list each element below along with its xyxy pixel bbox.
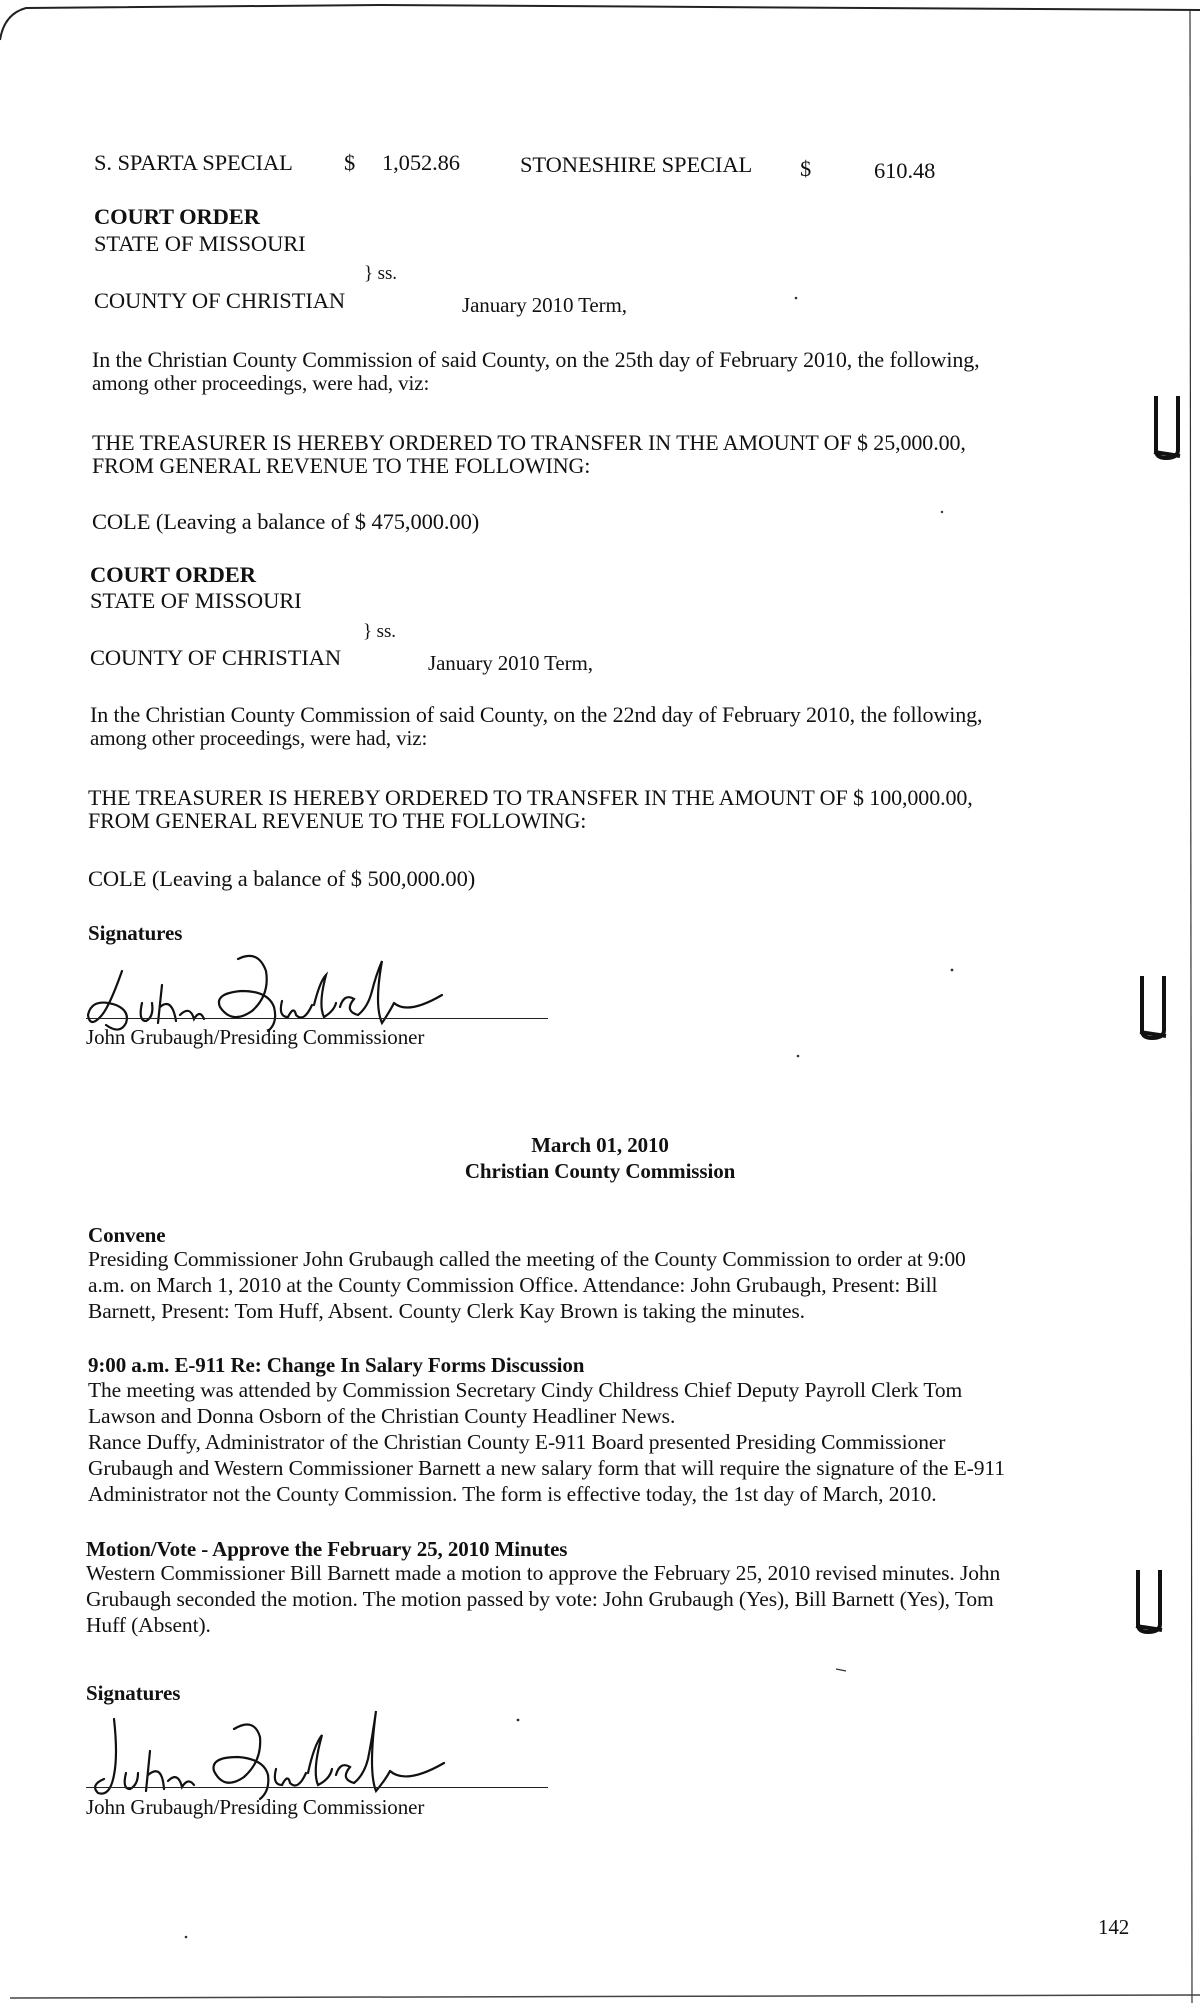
e911-line4: Grubaugh and Western Commissioner Barnett a new salary form that will require the signature of the E-911: [88, 1456, 1005, 1480]
convene-line2: a.m. on March 1, 2010 at the County Commission Office. Attendance: John Grubaugh, Present: Bill: [88, 1273, 938, 1297]
order1-state: STATE OF MISSOURI: [94, 231, 306, 256]
order2-order-line1: THE TREASURER IS HEREBY ORDERED TO TRANSFER IN THE AMOUNT OF $ 100,000.00,: [88, 785, 973, 810]
e911-heading: 9:00 a.m. E-911 Re: Change In Salary Forms Discussion: [88, 1353, 585, 1377]
order2-ss: } ss.: [363, 621, 396, 642]
convene-heading: Convene: [88, 1223, 166, 1247]
signatures2-caption: John Grubaugh/Presiding Commissioner: [86, 1795, 425, 1819]
e911-line5: Administrator not the County Commission. The form is effective today, the 1st day of March, 2010.: [88, 1482, 937, 1506]
order2-intro-line2: among other proceedings, were had, viz:: [90, 726, 428, 750]
order2-title: COURT ORDER: [90, 562, 256, 587]
e911-line3: Rance Duffy, Administrator of the Christian County E-911 Board presented Presiding Commissioner: [88, 1430, 946, 1454]
meeting-date: March 01, 2010: [531, 1133, 669, 1157]
convene-line1: Presiding Commissioner John Grubaugh called the meeting of the County Commission to order at 9:00: [88, 1247, 966, 1271]
motion-line2: Grubaugh seconded the motion. The motion passed by vote: John Grubaugh (Yes), Bill Barnett (Yes), Tom: [86, 1587, 994, 1611]
motion-line1: Western Commissioner Bill Barnett made a motion to approve the February 25, 2010 revised minutes. John: [86, 1561, 1001, 1585]
signatures2-heading: Signatures: [86, 1681, 181, 1705]
order2-term: January 2010 Term,: [428, 651, 593, 675]
order2-county: COUNTY OF CHRISTIAN: [90, 645, 342, 670]
order1-county: COUNTY OF CHRISTIAN: [94, 288, 346, 313]
fund-amount-stoneshire: 610.48: [874, 158, 936, 183]
order1-intro-line2: among other proceedings, were had, viz:: [92, 371, 430, 395]
signatures1-heading: Signatures: [88, 921, 183, 945]
order2-state: STATE OF MISSOURI: [90, 588, 302, 613]
meeting-body: Christian County Commission: [464, 1159, 736, 1183]
motion-heading: Motion/Vote - Approve the February 25, 2010 Minutes: [86, 1537, 568, 1561]
fund-amount-s-sparta: 1,052.86: [382, 150, 460, 175]
order1-balance: COLE (Leaving a balance of $ 475,000.00): [92, 509, 480, 534]
order1-ss: } ss.: [364, 263, 397, 284]
order1-intro-line1: In the Christian County Commission of said County, on the 25th day of February 2010, the following,: [92, 347, 980, 372]
e911-line2: Lawson and Donna Osborn of the Christian County Headliner News.: [88, 1404, 676, 1428]
order2-balance: COLE (Leaving a balance of $ 500,000.00): [88, 866, 476, 891]
order1-title: COURT ORDER: [94, 204, 260, 229]
order1-term: January 2010 Term,: [462, 293, 627, 317]
order2-order-line2: FROM GENERAL REVENUE TO THE FOLLOWING:: [88, 808, 587, 833]
order2-intro-line1: In the Christian County Commission of said County, on the 22nd day of February 2010, the following,: [90, 702, 983, 727]
order1-order-line2: FROM GENERAL REVENUE TO THE FOLLOWING:: [92, 453, 591, 478]
page-number: 142: [1098, 1915, 1130, 1939]
order1-order-line1: THE TREASURER IS HEREBY ORDERED TO TRANSFER IN THE AMOUNT OF $ 25,000.00,: [92, 430, 966, 455]
signatures1-caption: John Grubaugh/Presiding Commissioner: [86, 1025, 425, 1049]
fund-currency-stoneshire: $: [800, 156, 812, 181]
convene-line3: Barnett, Present: Tom Huff, Absent. County Clerk Kay Brown is taking the minutes.: [88, 1299, 805, 1323]
fund-label-s-sparta: S. SPARTA SPECIAL: [94, 150, 293, 175]
fund-label-stoneshire: STONESHIRE SPECIAL: [520, 152, 753, 177]
fund-currency-s-sparta: $: [344, 150, 356, 175]
e911-line1: The meeting was attended by Commission Secretary Cindy Childress Chief Deputy Payroll Clerk Tom: [88, 1378, 963, 1402]
motion-line3: Huff (Absent).: [86, 1613, 211, 1637]
